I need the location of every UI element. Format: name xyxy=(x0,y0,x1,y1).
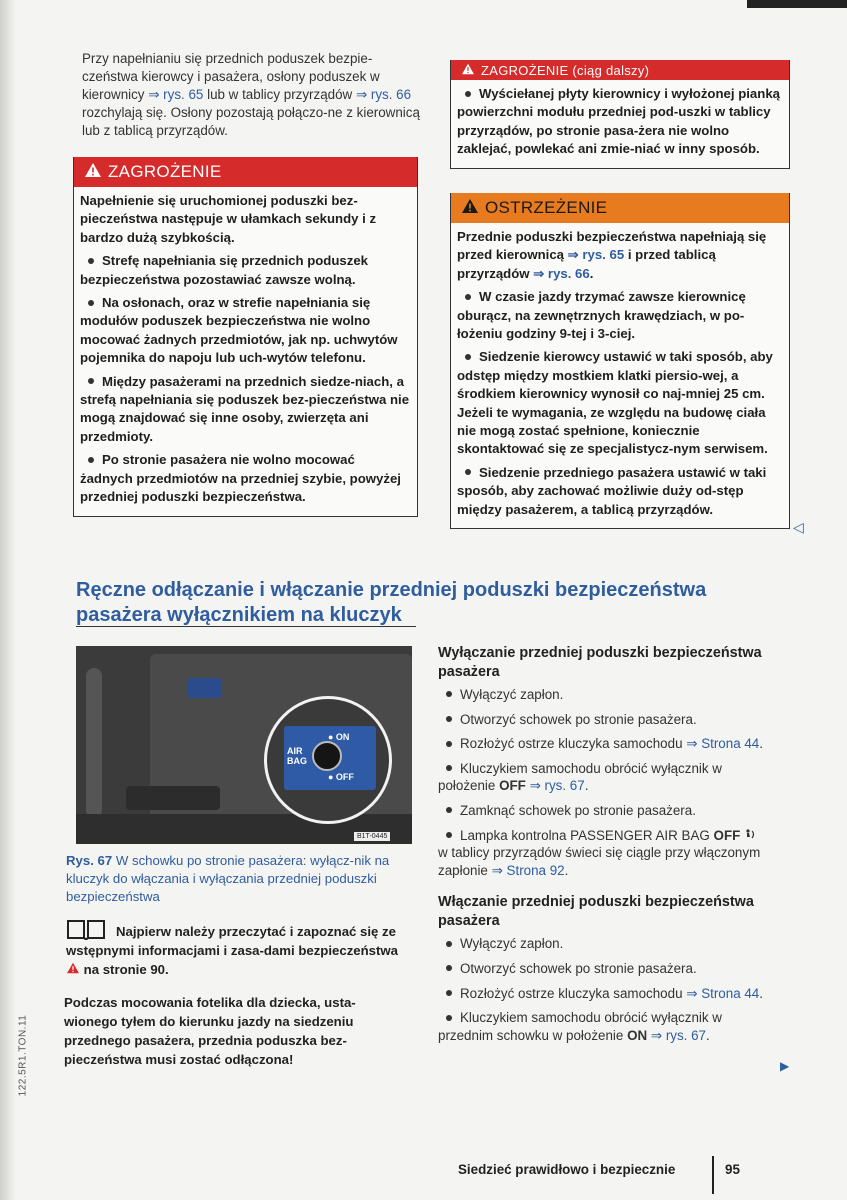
footer-chapter-title: Siedzieć prawidłowo i bezpiecznie xyxy=(458,1162,676,1177)
danger-continued-title: ZAGROŻENIE (ciąg dalszy) xyxy=(481,62,650,78)
switch-off-label: ● OFF xyxy=(328,772,354,782)
warning-triangle-icon xyxy=(66,960,80,979)
bullet-dot-icon xyxy=(88,258,94,264)
bullet-dot-icon xyxy=(446,1015,452,1021)
danger-continued-body xyxy=(451,80,789,168)
intro-ref-fig66[interactable]: ⇒ rys. 66 xyxy=(355,87,412,102)
airbag-switch-small xyxy=(188,678,222,698)
figure-number: Rys. 67 xyxy=(66,853,113,868)
warning-triangle-icon xyxy=(461,198,479,219)
intro-paragraph xyxy=(82,50,427,140)
airbag-plate-label: AIR BAG xyxy=(287,746,307,766)
figure-caption xyxy=(66,852,411,906)
intro-ref-fig65[interactable]: ⇒ rys. 65 xyxy=(148,87,204,102)
switch-on-label: ● ON xyxy=(328,732,350,742)
passenger-airbag-off-icon xyxy=(740,828,756,843)
page-number: 95 xyxy=(725,1162,740,1177)
bullet-dot-icon xyxy=(88,300,94,306)
instruction-step: Kluczykiem samochodu obrócić wyłącznik w przednim schowku w położenie ON ⇒ rys. 67. xyxy=(438,1010,722,1043)
instruction-step: Kluczykiem samochodu obrócić wyłącznik w położenie OFF ⇒ rys. 67. xyxy=(438,760,722,794)
bullet-dot-icon xyxy=(465,294,471,300)
bullet-dot-icon xyxy=(446,965,452,971)
document-code: 122.5R1.TON.11 xyxy=(17,1014,29,1097)
intro-text-1: Przy napełnianiu się przednich poduszek bezpie-czeństwa kierowcy i pasażera, osłony poduszek w kierownicy xyxy=(82,51,380,102)
note-text-1: Najpierw należy przeczytać i zapoznać się ze wstępnymi informacjami i zasa-dami bezpieczeństwa xyxy=(66,924,398,958)
bullet-dot-icon xyxy=(88,457,94,463)
bullet-dot-icon xyxy=(446,765,452,771)
danger-bullet: Między pasażerami na przednich siedze-niach, a strefą napełniania się poduszek bez-pieczeństwa nie mogą znajdować się inne osoby, zwierzęta ani przedmioty. xyxy=(80,373,410,444)
page-gutter-shadow xyxy=(0,0,16,1200)
instruction-step: Otworzyć schowek po stronie pasażera. xyxy=(438,960,768,978)
danger-bullet: Wyściełanej płyty kierownicy i wyłożonej pianką powierzchni modułu przedniej pod-uszki w tablicy przyrządów, po stronie pasa-żera nie wolno zaklejać, powlekać ani zmie-niać w inny sposób. xyxy=(457,86,780,157)
caution-bullet: Siedzenie przedniego pasażera ustawić w taki sposób, aby zachować możliwie duży od-stęp między pasażerem, a tablicą przyrządów. xyxy=(457,464,767,517)
bullet-dot-icon xyxy=(446,807,452,813)
ref-page-44[interactable]: ⇒ Strona 44 xyxy=(686,736,760,752)
intro-text-3: rozchylają się. Osłony pozostają połączo-ne z kierownicą lub z tablicą przyrządów. xyxy=(82,105,420,138)
book-icon xyxy=(66,918,106,940)
caution-ref-fig65[interactable]: ⇒ rys. 65 xyxy=(567,247,625,263)
bullet-dot-icon xyxy=(88,378,94,384)
bullet-dot-icon xyxy=(465,469,471,475)
caution-ref-fig66[interactable]: ⇒ rys. 66 xyxy=(533,265,590,281)
warning-triangle-icon xyxy=(461,63,475,78)
key-switch-knob-icon xyxy=(312,741,342,771)
danger-box-header xyxy=(74,157,417,187)
caution-bullet: W czasie jazdy trzymać zawsze kierownicę oburącz, na zewnętrznych krawędziach, w po-łożeniu godziny 9-tej i 3-ciej. xyxy=(457,289,746,342)
danger-paragraph: Napełnienie się uruchomionej poduszki bez-pieczeństwa następuje w ułamkach sekundy i z bardzo dużą szybkością. xyxy=(80,193,377,245)
intro-text-2: lub w tablicy przyrządów xyxy=(203,87,356,102)
section-end-marker-icon: ◁ xyxy=(793,519,804,535)
bullet-dot-icon xyxy=(446,941,452,947)
bullet-dot-icon xyxy=(446,716,452,722)
danger-bullet: Na osłonach, oraz w strefie napełniania się modułów poduszek bezpieczeństwa nie wolno mocować żadnych przedmiotów, jak np. uchwytów pojemnika do napoju lub uch-wytów telefonu. xyxy=(80,295,398,366)
activation-heading: Włączanie przedniej poduszki bezpieczeństwa pasażera xyxy=(438,894,754,930)
figure-caption-text: W schowku po stronie pasażera: wyłącz-nik na kluczyk do włączania i wyłączania przedniej poduszki bezpieczeństwa xyxy=(66,853,390,904)
deactivation-heading: Wyłączanie przedniej poduszki bezpieczeństwa pasażera xyxy=(438,645,762,680)
danger-box xyxy=(73,157,418,517)
danger-bullet: Strefę napełniania się przednich poduszek bezpieczeństwa pozostawiać zawsze wolną. xyxy=(80,253,369,287)
instruction-step: Lampka kontrolna PASSENGER AIR BAG OFF w tablicy przyrządów świeci się ciągle przy włączonym zapłonie ⇒ Strona 92. xyxy=(438,827,761,878)
title-underline xyxy=(76,626,416,627)
danger-box-body xyxy=(74,187,417,516)
child-seat-note: Podczas mocowania fotelika dla dziecka, usta-wionego tyłem do kierunku jazdy na siedzeniu przednego pasażera, przednia poduszka bez-pieczeństwa musi zostać odłączona! xyxy=(64,995,356,1067)
bullet-dot-icon xyxy=(465,354,471,360)
section-title: Ręczne odłączanie i włączanie przedniej poduszki bezpieczeństwa pasażera wyłącznikiem na kluczyk xyxy=(76,579,707,626)
note-text-2: na stronie 90. xyxy=(80,962,169,977)
caution-box-body xyxy=(451,223,789,528)
ref-page-44[interactable]: ⇒ Strona 44 xyxy=(686,985,760,1001)
bullet-dot-icon xyxy=(446,741,452,747)
bullet-dot-icon xyxy=(465,91,471,97)
warning-triangle-icon xyxy=(84,162,102,183)
continue-next-page-icon: ▶ xyxy=(780,1059,790,1073)
instruction-step: Rozłożyć ostrze kluczyka samochodu ⇒ Strona 44. xyxy=(438,735,768,753)
instruction-step: Wyłączyć zapłon. xyxy=(438,935,768,953)
read-first-note xyxy=(66,918,411,979)
figure-code: B1T-0445 xyxy=(354,832,390,841)
danger-continued-box xyxy=(450,60,790,169)
bullet-dot-icon xyxy=(446,691,452,697)
dashboard-strip xyxy=(86,668,102,818)
ref-fig67[interactable]: ⇒ rys. 67 xyxy=(525,778,585,794)
danger-bullet: Po stronie pasażera nie wolno mocować żadnych przedmiotów na przedniej szybie, powyżej przedniej poduszki bezpieczeństwa. xyxy=(80,452,401,505)
caution-paragraph: Przednie poduszki bezpieczeństwa napełniają się przed kierownicą ⇒ rys. 65 i przed tablicą przyrządów ⇒ rys. 66. xyxy=(457,229,767,281)
instruction-step: Rozłożyć ostrze kluczyka samochodu ⇒ Strona 44. xyxy=(438,985,768,1003)
caution-box xyxy=(450,193,790,529)
instructions-column xyxy=(438,644,768,1051)
instruction-step: Zamknąć schowek po stronie pasażera. xyxy=(438,802,768,820)
caution-box-header xyxy=(451,193,789,223)
danger-box-title: ZAGROŻENIE xyxy=(108,162,222,181)
bullet-dot-icon xyxy=(446,990,452,996)
glovebox-handle xyxy=(126,786,220,810)
bullet-dot-icon xyxy=(446,832,452,838)
instruction-step: Otworzyć schowek po stronie pasażera. xyxy=(438,711,768,729)
glovebox-photo xyxy=(76,646,412,844)
ref-page-92[interactable]: ⇒ Strona 92 xyxy=(491,862,565,878)
caution-bullet: Siedzenie kierowcy ustawić w taki sposób, aby odstęp między mostkiem klatki piersio-wej, a środkiem kierownicy wynosił co naj-mniej 25 cm. Jeżeli te wymagania, ze względu na budowę ciała nie mogą zostać spełnione, koniecznie skontaktować się ze specjalistycz-nym serwisem. xyxy=(457,349,773,457)
top-edge-bar xyxy=(747,0,847,8)
instruction-step: Wyłączyć zapłon. xyxy=(438,686,768,704)
danger-continued-header xyxy=(451,60,789,80)
footer-divider xyxy=(712,1156,714,1194)
ref-fig67[interactable]: ⇒ rys. 67 xyxy=(647,1027,707,1043)
caution-box-title: OSTRZEŻENIE xyxy=(485,198,608,217)
